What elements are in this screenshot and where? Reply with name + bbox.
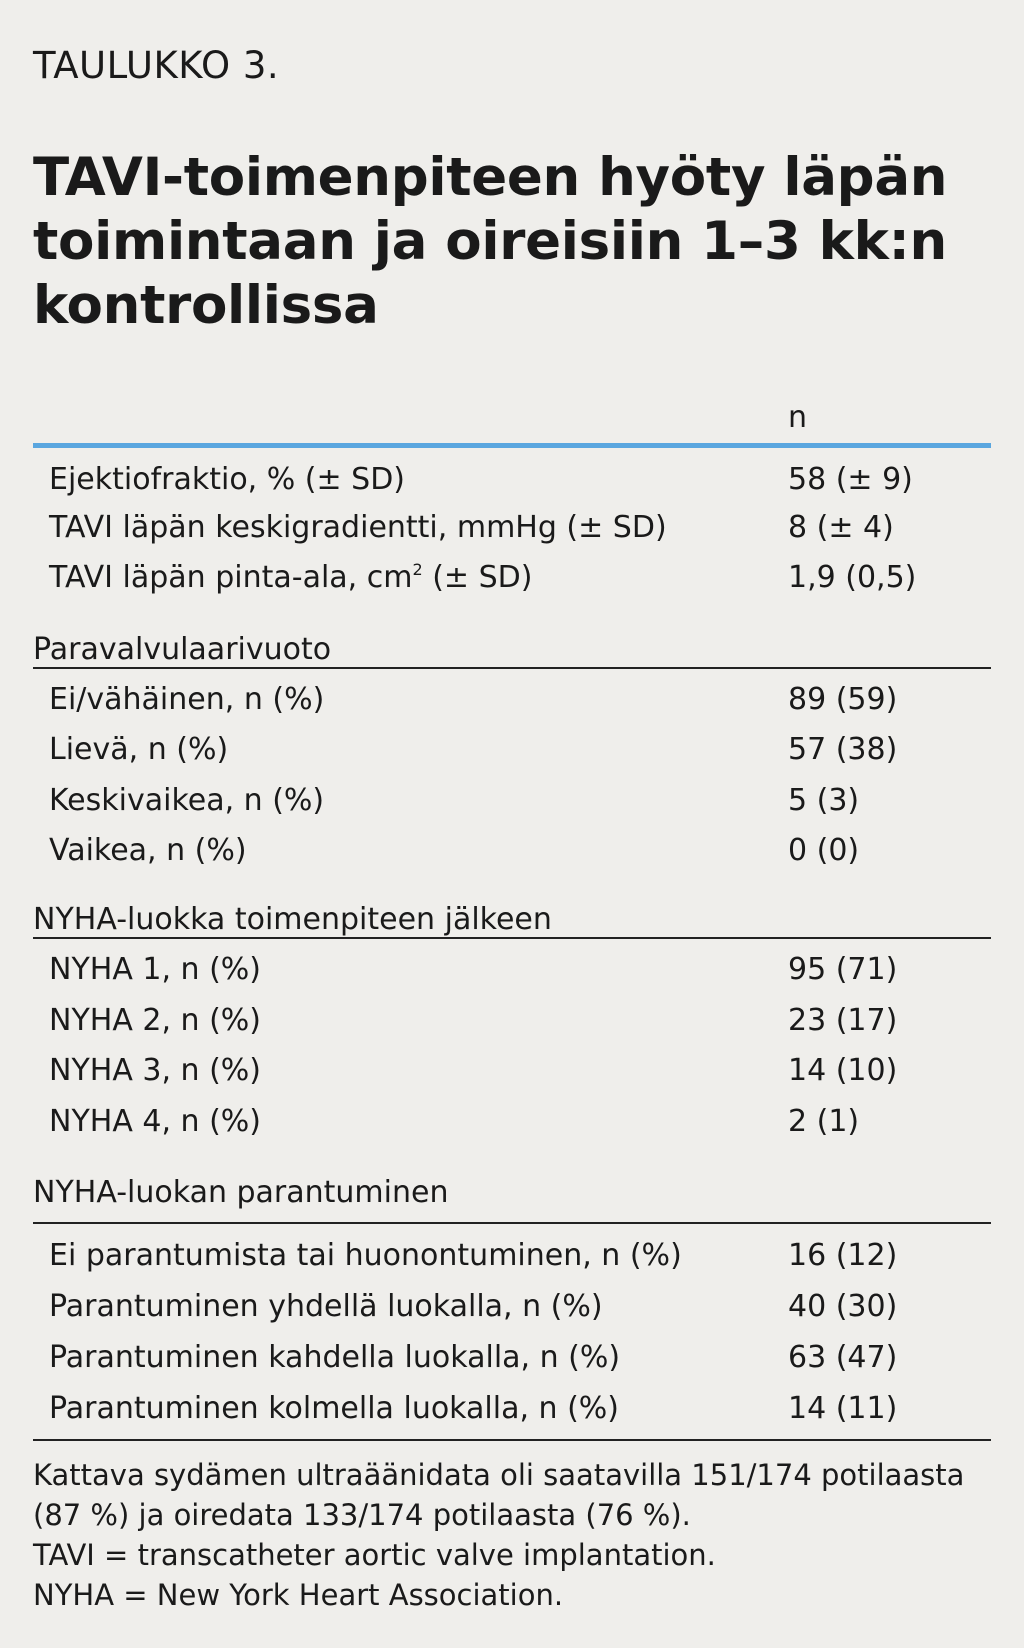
table-row (33, 1098, 991, 1146)
row-label: NYHA 1, n (%) (49, 952, 262, 987)
section-rule (33, 667, 991, 669)
footnote-line: (87 %) ja oiredata 133/174 potilaasta (76 %). (33, 1498, 691, 1532)
row-value: 23 (17) (788, 1003, 898, 1038)
row-value: 14 (11) (788, 1391, 898, 1426)
row-label: Parantuminen kahdella luokalla, n (%) (49, 1340, 621, 1375)
section-title: NYHA-luokan parantuminen (33, 1175, 449, 1210)
table-row (33, 1334, 991, 1382)
row-value: 5 (3) (788, 783, 860, 818)
row-value: 8 (± 4) (788, 510, 894, 545)
header-rule (33, 443, 991, 448)
table-label: TAULUKKO 3. (33, 44, 280, 87)
table-footnote (33, 1455, 991, 1615)
row-value: 1,9 (0,5) (788, 560, 917, 595)
row-label: Parantuminen kolmella luokalla, n (%) (49, 1391, 619, 1426)
footnote-line: TAVI = transcatheter aortic valve implantation. (33, 1538, 716, 1572)
row-label: TAVI läpän keskigradientti, mmHg (± SD) (49, 510, 667, 545)
table-row (33, 554, 991, 602)
row-label: NYHA 2, n (%) (49, 1003, 262, 1038)
table-title (33, 146, 973, 338)
table-row (33, 1283, 991, 1331)
table-row (33, 827, 991, 875)
table-row (33, 676, 991, 724)
row-value: 2 (1) (788, 1104, 860, 1139)
table-row (33, 726, 991, 774)
row-label: Ei parantumista tai huonontuminen, n (%) (49, 1238, 682, 1273)
row-label-text: (± SD) (422, 560, 533, 595)
row-value: 89 (59) (788, 682, 898, 717)
row-label: Ei/vähäinen, n (%) (49, 682, 325, 717)
row-label-text: TAVI läpän pinta-ala, cm (49, 560, 413, 595)
table-row (33, 997, 991, 1045)
row-value: 58 (± 9) (788, 462, 913, 497)
row-label (49, 554, 532, 602)
superscript: 2 (412, 560, 423, 579)
row-label: Parantuminen yhdellä luokalla, n (%) (49, 1289, 603, 1324)
row-label: Keskivaikea, n (%) (49, 783, 325, 818)
table-title-line: TAVI-toimenpiteen hyöty läpän (33, 147, 948, 208)
row-value: 95 (71) (788, 952, 898, 987)
section-title: Paravalvulaarivuoto (33, 632, 332, 667)
row-label: Vaikea, n (%) (49, 833, 247, 868)
row-label: Ejektiofraktio, % (± SD) (49, 462, 406, 497)
table-row (33, 1047, 991, 1095)
row-value: 40 (30) (788, 1289, 898, 1324)
row-label: NYHA 3, n (%) (49, 1053, 262, 1088)
section-title: NYHA-luokka toimenpiteen jälkeen (33, 902, 552, 937)
row-value: 63 (47) (788, 1340, 898, 1375)
row-value: 16 (12) (788, 1238, 898, 1273)
footnote-line: NYHA = New York Heart Association. (33, 1578, 564, 1612)
table-bottom-rule (33, 1439, 991, 1441)
table-row (33, 946, 991, 994)
row-value: 14 (10) (788, 1053, 898, 1088)
row-label: Lievä, n (%) (49, 732, 229, 767)
table-title-line: kontrollissa (33, 275, 379, 336)
table-row (33, 777, 991, 825)
column-header-n: n (788, 400, 808, 435)
table-row (33, 504, 991, 552)
section-rule (33, 1222, 991, 1224)
table-row (33, 456, 991, 504)
footnote-line: Kattava sydämen ultraäänidata oli saatavilla 151/174 potilaasta (33, 1458, 965, 1492)
row-value: 0 (0) (788, 833, 860, 868)
row-value: 57 (38) (788, 732, 898, 767)
table-row (33, 1385, 991, 1433)
table-row (33, 1232, 991, 1280)
table-title-line: toimintaan ja oireisiin 1–3 kk:n (33, 211, 947, 272)
row-label: NYHA 4, n (%) (49, 1104, 262, 1139)
section-rule (33, 937, 991, 939)
